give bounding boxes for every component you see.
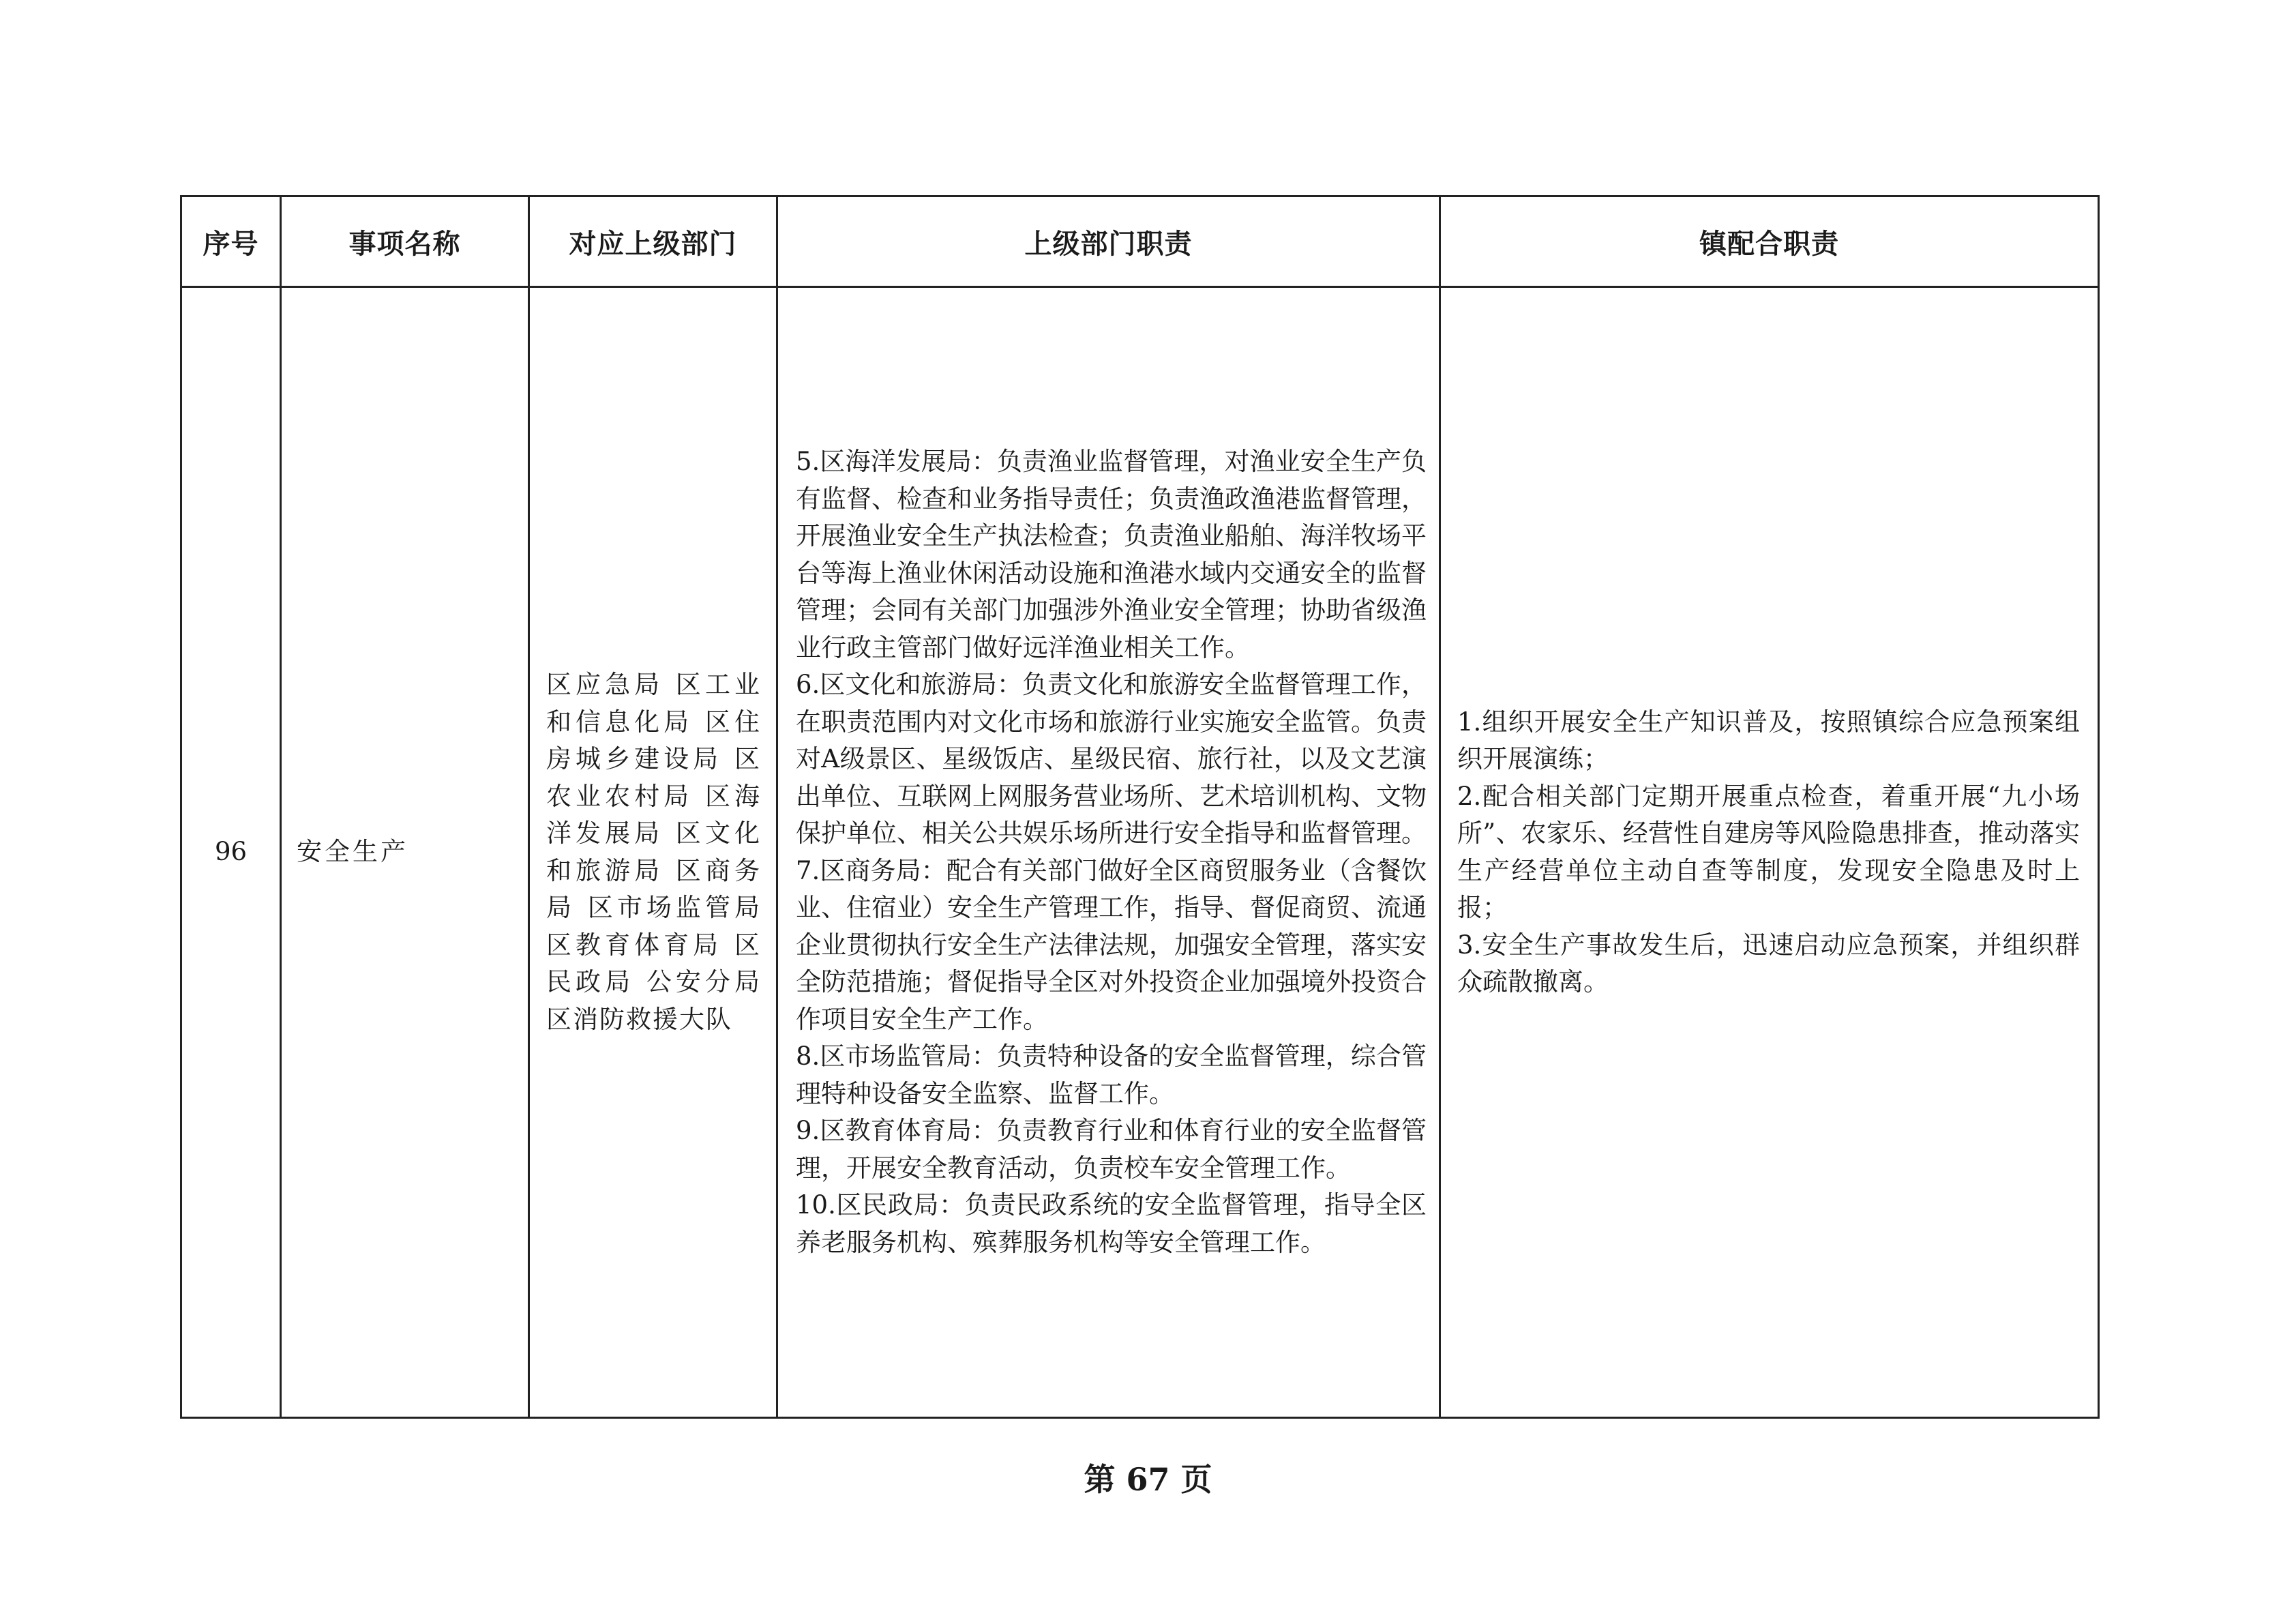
cell-upper-department: 区应急局 区工业和信息化局 区住房城乡建设局 区农业农村局 区海洋发展局 区文化和旅游局 区商务局 区市场监管局 区教育体育局 区民政局 公安分局 区消防救援大队 — [529, 287, 777, 1418]
page-number: 第 67 页 — [1084, 1461, 1212, 1498]
table-row — [181, 287, 2099, 1418]
cell-town-duties — [1440, 287, 2099, 1418]
cell-item-name: 安全生产 — [281, 287, 529, 1418]
upper-duty-item: 6.区文化和旅游局：负责文化和旅游安全监督管理工作，在职责范围内对文化市场和旅游行业实施安全监管。负责对A级景区、星级饭店、星级民宿、旅行社，以及文艺演出单位、互联网上网服务营业场所、艺术培训机构、文物保护单位、相关公共娱乐场所进行安全指导和监督管理。 — [796, 670, 1427, 848]
upper-duty-item: 10.区民政局：负责民政系统的安全监督管理，指导全区养老服务机构、殡葬服务机构等安全管理工作。 — [796, 1190, 1427, 1257]
town-duty-item: 3.安全生产事故发生后，迅速启动应急预案，并组织群众疏散撤离。 — [1457, 930, 2080, 996]
town-duty-item: 2.配合相关部门定期开展重点检查，着重开展“九小场所”、农家乐、经营性自建房等风险隐患排查，推动落实生产经营单位主动自查等制度，发现安全隐患及时上报； — [1457, 781, 2080, 922]
cell-upper-duties — [777, 287, 1440, 1418]
upper-duty-item: 5.区海洋发展局：负责渔业监督管理，对渔业安全生产负有监督、检查和业务指导责任；负责渔政渔港监督管理，开展渔业安全生产执法检查；负责渔业船舶、海洋牧场平台等海上渔业休闲活动设施和渔港水域内交通安全的监督管理；会同有关部门加强涉外渔业安全管理；协助省级渔业行政主管部门做好远洋渔业相关工作。 — [796, 447, 1427, 662]
town-duty-item: 1.组织开展安全生产知识普及，按照镇综合应急预案组织开展演练； — [1457, 707, 2080, 773]
header-town-duties: 镇配合职责 — [1440, 196, 2099, 287]
header-upper-duties: 上级部门职责 — [777, 196, 1440, 287]
header-seq: 序号 — [181, 196, 281, 287]
upper-duty-item: 7.区商务局：配合有关部门做好全区商贸服务业（含餐饮业、住宿业）安全生产管理工作，指导、督促商贸、流通企业贯彻执行安全生产法律法规，加强安全管理，落实安全防范措施；督促指导全区对外投资企业加强境外投资合作项目安全生产工作。 — [796, 855, 1427, 1034]
header-upper-department: 对应上级部门 — [529, 196, 777, 287]
cell-seq: 96 — [181, 287, 281, 1418]
upper-duty-item: 8.区市场监管局：负责特种设备的安全监督管理，综合管理特种设备安全监察、监督工作。 — [796, 1042, 1427, 1108]
upper-duty-item: 9.区教育体育局：负责教育行业和体育行业的安全监督管理，开展安全教育活动，负责校车安全管理工作。 — [796, 1116, 1427, 1183]
table-header-row — [181, 196, 2099, 287]
responsibility-table — [180, 195, 2100, 1419]
header-item-name: 事项名称 — [281, 196, 529, 287]
